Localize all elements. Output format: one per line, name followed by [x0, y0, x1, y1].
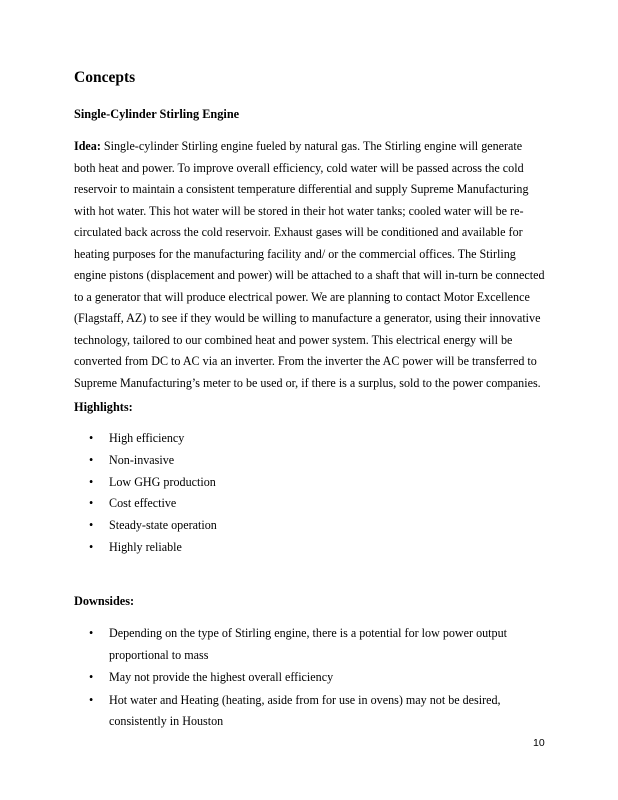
highlights-list — [74, 428, 217, 559]
highlights-title: Highlights: — [74, 400, 133, 414]
page-number: 10 — [533, 737, 545, 749]
list-item — [74, 472, 217, 494]
section-subheading: Single-Cylinder Stirling Engine — [74, 107, 240, 121]
bullet-icon: • — [89, 670, 94, 684]
list-item — [74, 493, 217, 515]
list-item-text: Hot water and Heating (heating, aside from for use in ovens) may not be desired, — [109, 692, 501, 707]
idea-line: circulated back across the cold reservoir. Exhaust gases will be conditioned and available for — [74, 225, 523, 239]
bullet-icon: • — [89, 452, 94, 467]
idea-line: with hot water. This hot water will be stored in their hot water tanks; cooled water will be re- — [74, 203, 524, 218]
list-item — [74, 515, 217, 537]
list-item-text: proportional to mass — [109, 647, 209, 662]
idea-line: technology, tailored to our combined heat and power system. This electrical energy will be — [74, 332, 513, 347]
idea-line: reservoir to maintain a consistent temperature differential and supply Supreme Manufacturing — [74, 182, 529, 196]
list-item-text: Highly reliable — [109, 539, 182, 554]
list-item — [74, 623, 507, 666]
list-item — [74, 667, 507, 689]
list-item — [74, 450, 217, 472]
idea-line: both heat and power. To improve overall efficiency, cold water will be passed across the cold — [74, 160, 524, 175]
idea-label: Idea: — [74, 139, 101, 153]
bullet-icon: • — [89, 431, 94, 445]
idea-line: to a generator that will produce electrical power. We are planning to contact Motor Excellence — [74, 289, 530, 304]
list-item-text: consistently in Houston — [109, 714, 224, 728]
bullet-icon: • — [89, 626, 94, 640]
page-heading: Concepts — [74, 69, 136, 86]
bullet-icon: • — [89, 518, 94, 533]
downsides-list — [74, 623, 507, 734]
idea-line: engine pistons (displacement and power) will be attached to a shaft that will in-turn be connected — [74, 268, 545, 282]
idea-line: converted from DC to AC via an inverter. From the inverter the AC power will be transferred to — [74, 354, 537, 368]
list-item-text: Low GHG production — [109, 474, 216, 489]
idea-paragraph — [74, 136, 544, 394]
list-item — [74, 428, 217, 450]
bullet-icon: • — [89, 539, 94, 554]
idea-line: Supreme Manufacturing’s meter to be used or, if there is a surplus, sold to the power companies. — [74, 375, 541, 390]
idea-line — [74, 136, 544, 158]
bullet-icon: • — [89, 474, 94, 489]
bullet-icon: • — [89, 496, 94, 511]
list-item-text: Depending on the type of Stirling engine, there is a potential for low power output — [109, 626, 507, 640]
list-item — [74, 690, 507, 733]
idea-line: (Flagstaff, AZ) to see if they would be willing to manufacture a generator, using their innovative — [74, 311, 541, 325]
list-item-text: High efficiency — [109, 431, 185, 445]
idea-line: heating purposes for the manufacturing facility and/ or the commercial offices. The Stirling — [74, 246, 516, 261]
list-item-text: May not provide the highest overall efficiency — [109, 670, 334, 684]
list-item-text: Cost effective — [109, 496, 177, 511]
list-item-text: Steady-state operation — [109, 518, 217, 533]
bullet-icon: • — [89, 692, 94, 707]
list-item — [74, 537, 217, 559]
downsides-title: Downsides: — [74, 594, 135, 608]
idea-line-text: Single-cylinder Stirling engine fueled by natural gas. The Stirling engine will generate — [100, 139, 523, 153]
list-item-text: Non-invasive — [109, 452, 175, 467]
